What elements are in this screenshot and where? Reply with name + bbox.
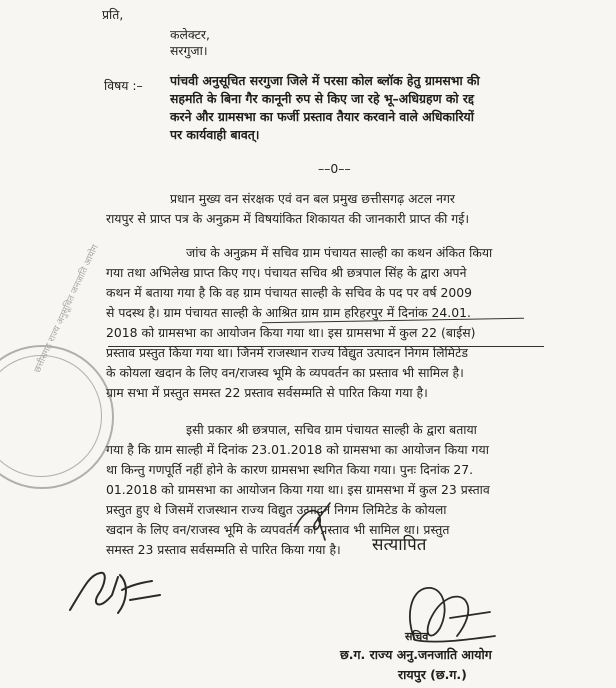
recipient-title: कलेक्टर, bbox=[170, 27, 210, 42]
paragraph-2 bbox=[106, 243, 544, 403]
paragraph-line: के कोयला खदान के लिए वन/राजस्व भूमि के व्यपवर्तन का प्रस्ताव भी सामिल है। bbox=[106, 365, 464, 380]
paragraph-line: इसी प्रकार श्री छत्रपाल, सचिव ग्राम पंचायत साल्ही के द्वारा बताया bbox=[186, 422, 477, 437]
paragraph-line: प्रधान मुख्य वन संरक्षक एवं वन बल प्रमुख छत्तीसगढ़ अटल नगर bbox=[170, 191, 455, 206]
official-seal bbox=[0, 243, 114, 489]
subject-line: पांचवी अनुसूचित सरगुजा जिले में परसा कोल ब्लॉक हेतु ग्रामसभा की bbox=[170, 73, 480, 88]
subject-label: विषय :– bbox=[104, 78, 143, 93]
paragraph-line: से पदस्थ है। ग्राम पंचायत साल्ही के आश्रित ग्राम ग्राम हरिहरपुर में दिनांक 24.01. bbox=[106, 305, 471, 320]
paragraph-line: रायपुर से प्राप्त पत्र के अनुक्रम में विषयांकित शिकायत की जानकारी प्राप्त की गई। bbox=[106, 211, 470, 226]
paragraph-line: 2018 को ग्रामसभा का आयोजन किया गया था। इस ग्रामसभा में कुल 22 (बाईस) bbox=[106, 325, 476, 340]
stamp-location: रायपुर (छ.ग.) bbox=[398, 667, 467, 682]
stamp-designation: सचिव bbox=[405, 630, 429, 643]
subject-line: पर कार्यवाही बावत्। bbox=[170, 127, 260, 142]
paragraph-line: प्रस्ताव प्रस्तुत किया गया था। जिनमें राजस्थान राज्य विद्युत उत्पादन निगम लिमिटेड bbox=[106, 345, 468, 360]
paragraph-line: था किन्तु गणपूर्ति नहीं होने के कारण ग्रामसभा स्थगित किया गया। पुनः दिनांक 27. bbox=[106, 462, 474, 477]
paragraph-line: कथन में बताया गया है कि वह ग्राम पंचायत साल्ही के सचिव के पद पर वर्ष 2009 bbox=[106, 285, 472, 300]
paragraph-line: ग्राम सभा में प्रस्तुत समस्त 22 प्रस्ताव सर्वसम्मति से पारित किया गया है। bbox=[106, 385, 428, 400]
paragraph-line: प्रस्तुत हुए थे जिसमें राजस्थान राज्य विद्युत उत्पादन निगम लिमिटेड के कोयला bbox=[106, 502, 447, 517]
subject-line: सहमति के बिना गैर कानूनी रुप से किए जा रहे भू–अधिग्रहण को रद्द bbox=[170, 91, 474, 106]
official-seal-inner-ring bbox=[0, 355, 102, 477]
recipient-place: सरगुजा। bbox=[170, 43, 208, 58]
paragraph-line: 01.2018 को ग्रामसभा का आयोजन किया गया था। इस ग्रामसभा में कुल 23 प्रस्ताव bbox=[106, 482, 490, 497]
paragraph-1 bbox=[106, 189, 544, 229]
paragraph-line: गया है कि ग्राम साल्ही में दिनांक 23.01.2018 को ग्रामसभा का आयोजन किया गया bbox=[106, 442, 489, 457]
separator: ––0–– bbox=[318, 161, 351, 176]
paragraph-line: गया तथा अभिलेख प्राप्त किए गए। पंचायत सचिव श्री छत्रपाल सिंह के द्वारा अपने bbox=[106, 265, 467, 280]
salutation: प्रति, bbox=[102, 7, 124, 22]
attestation-text: सत्यापित bbox=[372, 535, 427, 555]
subject-text bbox=[170, 72, 552, 144]
subject-line: करने और ग्रामसभा का फर्जी प्रस्ताव तैयार करवाने वाले अधिकारियों bbox=[170, 109, 474, 124]
seal-text: छत्तीसगढ़ राज्य अनुसूचित जनजाति आयोग bbox=[32, 243, 101, 375]
stamp-office: छ.ग. राज्य अनु.जनजाति आयोग bbox=[340, 647, 492, 662]
paragraph-line: खदान के लिए वन/राजस्व भूमि के व्यपवर्तन का प्रस्ताव भी सामिल था। प्रस्तुत bbox=[106, 522, 450, 537]
paragraph-line: समस्त 23 प्रस्ताव सर्वसम्मति से पारित किया गया है। bbox=[106, 542, 341, 557]
pen-underline bbox=[108, 346, 544, 347]
center-signature bbox=[290, 498, 350, 543]
paragraph-line: जांच के अनुक्रम में सचिव ग्राम पंचायत साल्ही का कथन अंकित किया bbox=[186, 245, 493, 260]
left-signature bbox=[60, 555, 170, 625]
